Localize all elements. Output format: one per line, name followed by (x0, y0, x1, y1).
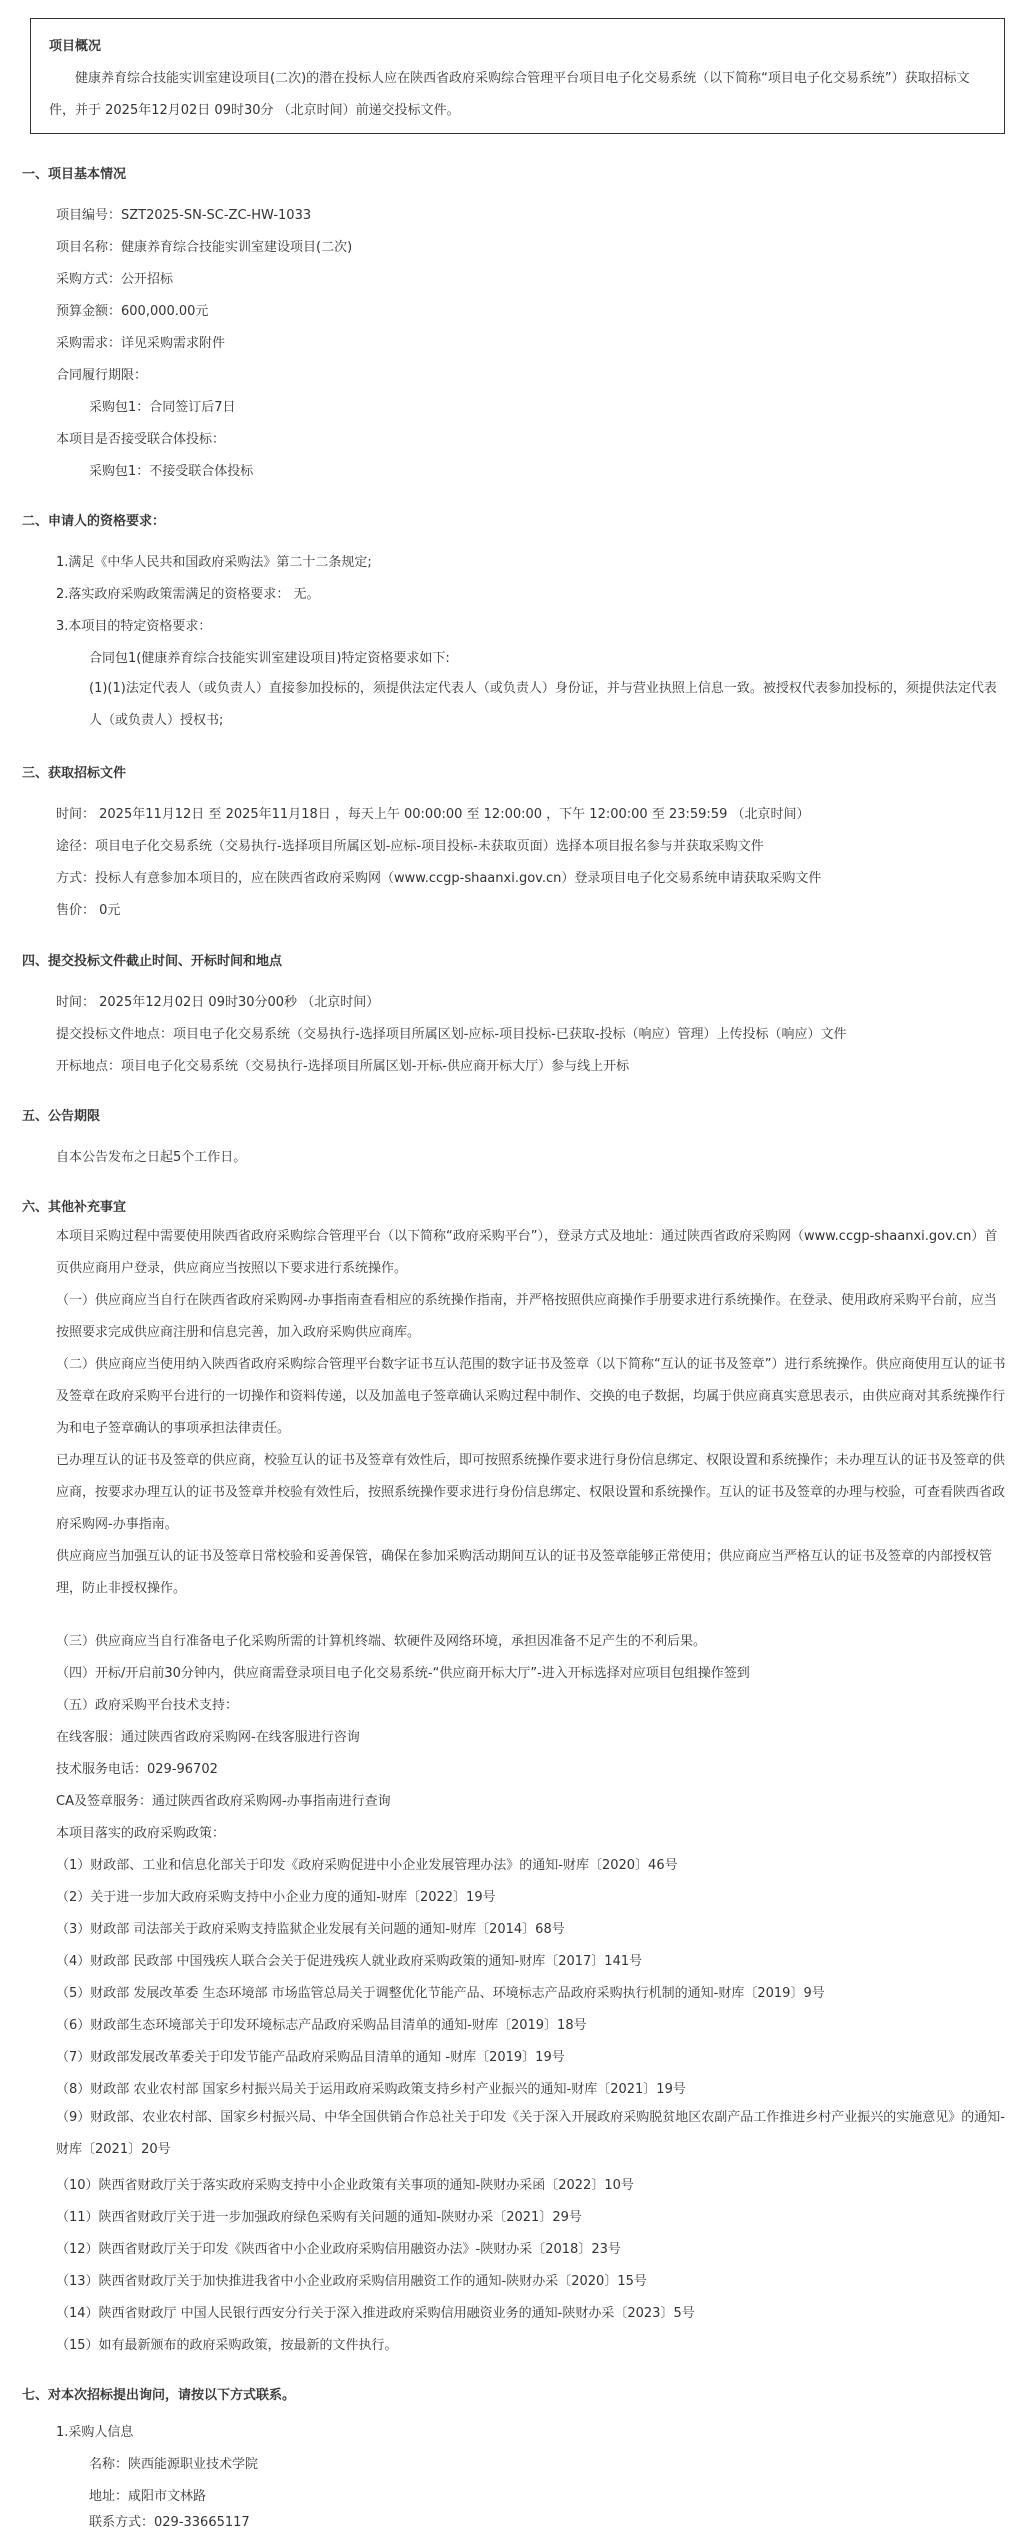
obtain-price: 售价： 0元 (56, 903, 121, 918)
policy-item: （9）财政部、农业农村部、国家乡村振兴局、中华全国供销合作总社关于印发《关于深入开展政府采购脱贫地区农副产品工作推进乡村产业振兴的实施意见》的通知-财库〔2021〕20号 (56, 2110, 1005, 2157)
contract-period-label: 合同履行期限： (56, 368, 148, 383)
policy-item: （15）如有最新颁布的政府采购政策，按最新的文件执行。 (56, 2338, 398, 2353)
obtain-method: 方式：投标人有意参加本项目的，应在陕西省政府采购网（www.ccgp-shaanxi.gov.cn）登录项目电子化交易系统申请获取采购文件 (56, 871, 822, 886)
policy-item: （7）财政部发展改革委关于印发节能产品政府采购品目清单的通知 -财库〔2019〕19号 (56, 2050, 565, 2065)
project-number: 项目编号：SZT2025-SN-SC-ZC-HW-1033 (56, 208, 312, 223)
qualification-detail: (1)(1)法定代表人（或负责人）直接参加投标的，须提供法定代表人（或负责人）身份证，并与营业执照上信息一致。被授权代表参加投标的，须提供法定代表人（或负责人）授权书; (89, 681, 997, 728)
overview-title: 项目概况 (49, 39, 102, 54)
policy-item: （6）财政部生态环境部关于印发环境标志产品政府采购品目清单的通知-财库〔2019〕18号 (56, 2018, 587, 2033)
policy-item: （1）财政部、工业和信息化部关于印发《政府采购促进中小企业发展管理办法》的通知-财库〔2020〕46号 (56, 1858, 678, 1873)
policy-heading: 本项目落实的政府采购政策： (56, 1826, 226, 1841)
opening-location: 开标地点：项目电子化交易系统（交易执行-选择项目所属区划-开标-供应商开标大厅）参与线上开标 (56, 1059, 630, 1074)
deadline-time: 时间： 2025年12月02日 09时30分00秒 （北京时间） (56, 995, 380, 1010)
purchaser-name: 名称：陕西能源职业技术学院 (89, 2457, 259, 2472)
tech-support-ca: CA及签章服务：通过陕西省政府采购网-办事指南进行查询 (56, 1794, 391, 1809)
purchaser-address: 地址：咸阳市文林路 (89, 2489, 207, 2504)
policy-item: （11）陕西省财政厅关于进一步加强政府绿色采购有关问题的通知-陕财办采〔2021〕29号 (56, 2210, 582, 2225)
policy-item: （13）陕西省财政厅关于加快推进我省中小企业政府采购信用融资工作的通知-陕财办采〔2020〕15号 (56, 2274, 647, 2289)
other-paragraph: （五）政府采购平台技术支持： (56, 1698, 239, 1713)
other-paragraph: 已办理互认的证书及签章的供应商，校验互认的证书及签章有效性后，即可按照系统操作要求进行身份信息绑定、权限设置和系统操作；未办理互认的证书及签章的供应商，按要求办理互认的证书及签章并校验有效性后，按照系统操作要求进行身份信息绑定、权限设置和系统操作。互认的证书及签章的办理与校验，可查看陕西省政府采购网-办事指南。 (56, 1453, 1006, 1532)
consortium-value: 采购包1：不接受联合体投标 (89, 464, 254, 479)
submission-location: 提交投标文件地点：项目电子化交易系统（交易执行-选择项目所属区划-应标-项目投标-已获取-投标（响应）管理）上传投标（响应）文件 (56, 1027, 847, 1042)
procurement-method: 采购方式：公开招标 (56, 272, 174, 287)
policy-item: （10）陕西省财政厅关于落实政府采购支持中小企业政策有关事项的通知-陕财办采函〔2022〕10号 (56, 2178, 634, 2193)
other-paragraph: （一）供应商应当自行在陕西省政府采购网-办事指南查看相应的系统操作指南，并严格按照供应商操作手册要求进行系统操作。在登录、使用政府采购平台前，应当按照要求完成供应商注册和信息完善，加入政府采购供应商库。 (56, 1293, 997, 1340)
overview-text: 健康养育综合技能实训室建设项目(二次)的潜在投标人应在陕西省政府采购综合管理平台项目电子化交易系统（以下简称“项目电子化交易系统”）获取招标文件，并于 2025年12月02日 09时30分 （北京时间）前递交投标文件。 (49, 71, 970, 118)
project-name: 项目名称：健康养育综合技能实训室建设项目(二次) (56, 240, 353, 255)
tech-support-phone: 技术服务电话：029-96702 (56, 1762, 218, 1777)
other-paragraph: （三）供应商应当自行准备电子化采购所需的计算机终端、软硬件及网络环境，承担因准备不足产生的不利后果。 (56, 1634, 707, 1649)
section-heading-obtain-documents: 三、获取招标文件 (22, 766, 127, 781)
tech-support-online: 在线客服：通过陕西省政府采购网-在线客服进行咨询 (56, 1730, 360, 1745)
obtain-time: 时间： 2025年11月12日 至 2025年11月18日 ，每天上午 00:00:00 至 12:00:00 ，下午 12:00:00 至 23:59:59 （北京时间） (56, 807, 810, 822)
policy-item: （2）关于进一步加大政府采购支持中小企业力度的通知-财库〔2022〕19号 (56, 1890, 496, 1905)
contract-period-value: 采购包1：合同签订后7日 (89, 400, 236, 415)
budget-amount: 预算金额：600,000.00元 (56, 304, 209, 319)
policy-item: （3）财政部 司法部关于政府采购支持监狱企业发展有关问题的通知-财库〔2014〕68号 (56, 1922, 565, 1937)
policy-item: （4）财政部 民政部 中国残疾人联合会关于促进残疾人就业政府采购政策的通知-财库〔2017〕141号 (56, 1954, 643, 1969)
other-paragraph: （二）供应商应当使用纳入陕西省政府采购综合管理平台数字证书互认范围的数字证书及签章（以下简称“互认的证书及签章”）进行系统操作。供应商使用互认的证书及签章在政府采购平台进行的一切操作和资料传递，以及加盖电子签章确认采购过程中制作、交换的电子数据，均属于供应商真实意思表示，由供应商对其系统操作行为和电子签章确认的事项承担法律责任。 (56, 1357, 1006, 1436)
qualification-subheading: 合同包1(健康养育综合技能实训室建设项目)特定资格要求如下: (89, 651, 450, 666)
other-paragraph: （四）开标/开启前30分钟内，供应商需登录项目电子化交易系统-“供应商开标大厅”-进入开标选择对应项目包组操作签到 (56, 1666, 750, 1681)
purchaser-info-heading: 1.采购人信息 (56, 2425, 134, 2440)
procurement-requirement: 采购需求：详见采购需求附件 (56, 336, 226, 351)
section-heading-qualifications: 二、申请人的资格要求： (22, 514, 166, 529)
obtain-channel: 途径：项目电子化交易系统（交易执行-选择项目所属区划-应标-项目投标-未获取页面）选择本项目报名参与并获取采购文件 (56, 839, 764, 854)
section-heading-notice-period: 五、公告期限 (22, 1109, 101, 1124)
policy-item: （14）陕西省财政厅 中国人民银行西安分行关于深入推进政府采购信用融资业务的通知-陕财办采〔2023〕5号 (56, 2306, 695, 2321)
section-heading-other-matters: 六、其他补充事宜 (22, 1200, 127, 1215)
policy-item: （12）陕西省财政厅关于印发《陕西省中小企业政府采购信用融资办法》-陕财办采〔2018〕23号 (56, 2242, 621, 2257)
section-heading-deadline: 四、提交投标文件截止时间、开标时间和地点 (22, 954, 283, 969)
other-paragraph: 供应商应当加强互认的证书及签章日常校验和妥善保管，确保在参加采购活动期间互认的证书及签章能够正常使用；供应商应当严格互认的证书及签章的内部授权管理，防止非授权操作。 (56, 1549, 993, 1596)
project-overview-box (30, 18, 1005, 134)
other-paragraph: 本项目采购过程中需要使用陕西省政府采购综合管理平台（以下简称“政府采购平台”），登录方式及地址：通过陕西省政府采购网（www.ccgp-shaanxi.gov.cn）首页供应商用户登录，供应商应当按照以下要求进行系统操作。 (56, 1229, 998, 1276)
qualification-item: 3.本项目的特定资格要求： (56, 619, 212, 634)
consortium-label: 本项目是否接受联合体投标： (56, 432, 226, 447)
policy-item: （5）财政部 发展改革委 生态环境部 市场监管总局关于调整优化节能产品、环境标志产品政府采购执行机制的通知-财库〔2019〕9号 (56, 1986, 825, 2001)
purchaser-contact: 联系方式：029-33665117 (89, 2515, 250, 2530)
section-heading-basic-info: 一、项目基本情况 (22, 167, 127, 182)
section-heading-contact: 七、对本次招标提出询问，请按以下方式联系。 (22, 2388, 296, 2403)
qualification-item: 1.满足《中华人民共和国政府采购法》第二十二条规定; (56, 555, 372, 570)
policy-item: （8）财政部 农业农村部 国家乡村振兴局关于运用政府采购政策支持乡村产业振兴的通知-财库〔2021〕19号 (56, 2082, 686, 2097)
notice-period-text: 自本公告发布之日起5个工作日。 (56, 1150, 247, 1165)
qualification-item: 2.落实政府采购政策需满足的资格要求： 无。 (56, 587, 320, 602)
